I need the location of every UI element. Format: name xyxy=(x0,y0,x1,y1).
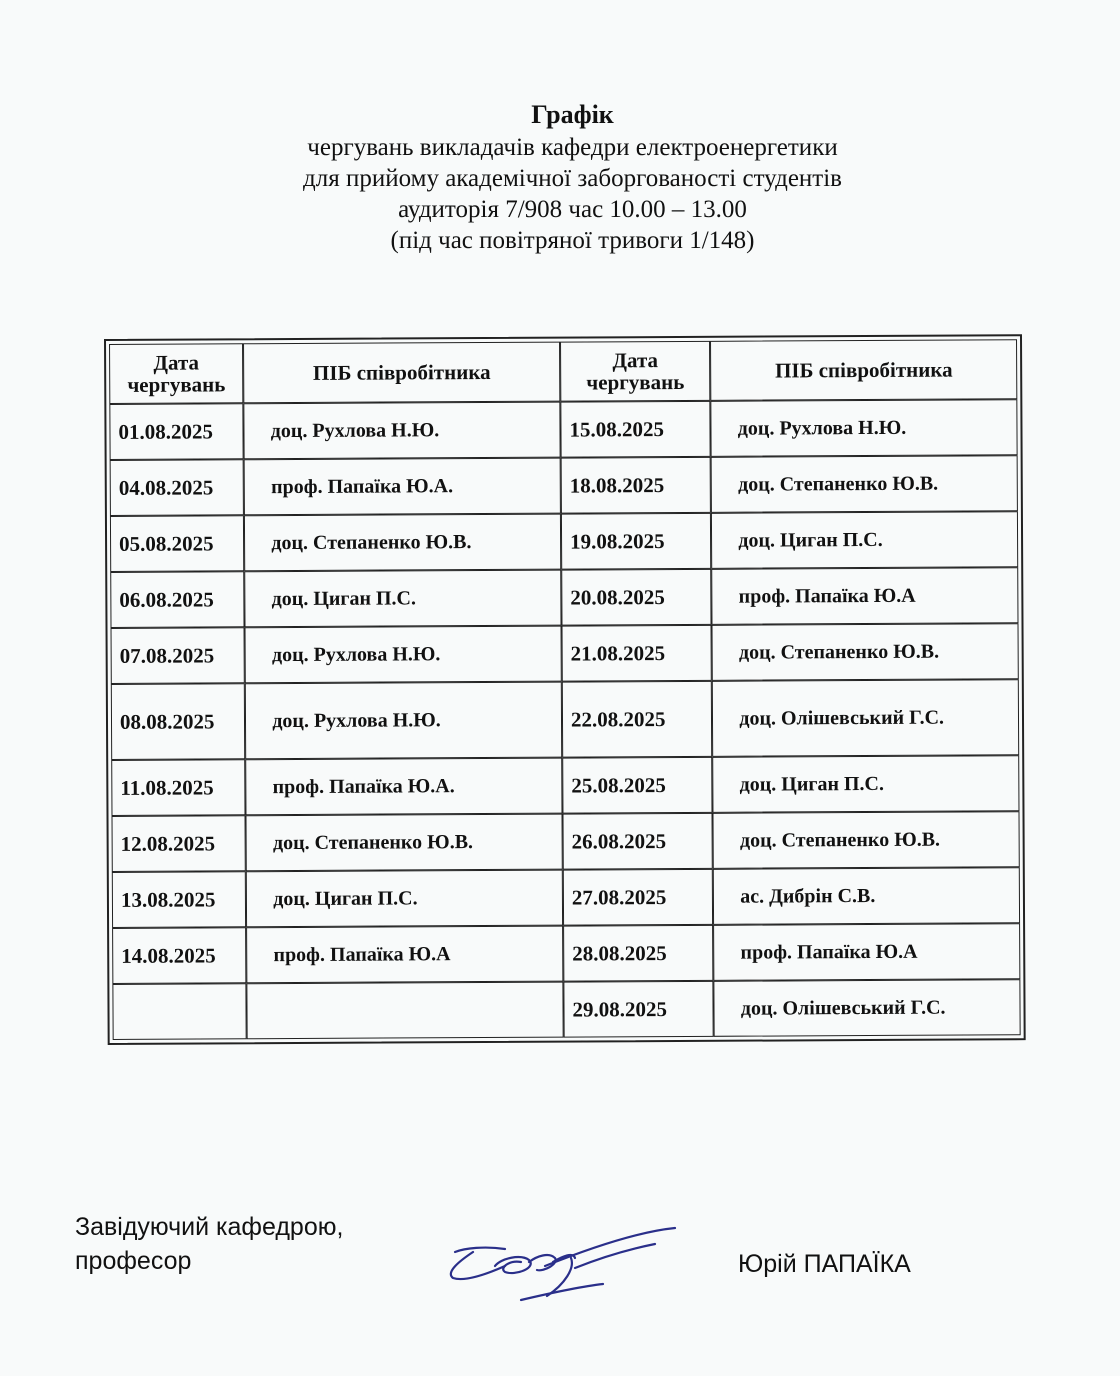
staff-name-cell: доц. Рухлова Н.Ю. xyxy=(244,402,561,460)
duty-date-cell: 18.08.2025 xyxy=(561,457,712,514)
duty-date-cell: 12.08.2025 xyxy=(111,815,246,872)
table-header-row xyxy=(109,339,1017,404)
staff-name-cell: ас. Дибрін С.В. xyxy=(713,867,1020,925)
duty-date-cell: 29.08.2025 xyxy=(563,981,714,1038)
table-row xyxy=(112,867,1020,928)
table-row xyxy=(110,511,1018,572)
staff-name-cell: доц. Циган П.С. xyxy=(244,570,561,628)
duty-date-cell: 25.08.2025 xyxy=(562,757,713,814)
staff-name-cell: доц. Циган П.С. xyxy=(711,511,1018,569)
staff-name-cell: доц. Степаненко Ю.В. xyxy=(244,514,561,572)
duty-date-cell: 22.08.2025 xyxy=(562,681,713,758)
signer-position-line: професор xyxy=(75,1247,192,1275)
staff-name-cell: проф. Папаїка Ю.А xyxy=(246,926,563,984)
staff-name-cell: доц. Рухлова Н.Ю. xyxy=(711,399,1018,457)
staff-name-cell: проф. Папаїка Ю.А. xyxy=(245,758,562,816)
duty-date-cell: 26.08.2025 xyxy=(562,813,713,870)
staff-name-cell: доц. Олішевський Г.С. xyxy=(714,979,1021,1037)
signer-position-line: Завідуючий кафедрою, xyxy=(75,1213,344,1241)
signer-name: Юрій ПАПАЇКА xyxy=(738,1250,911,1278)
duty-date-cell: 21.08.2025 xyxy=(561,625,712,682)
document-header xyxy=(0,98,1120,256)
duty-date-cell: 08.08.2025 xyxy=(111,683,246,760)
document-title: Графік xyxy=(531,100,614,129)
signer-position xyxy=(75,1210,343,1278)
table-row xyxy=(111,679,1019,760)
duty-date-cell: 07.08.2025 xyxy=(111,627,246,684)
staff-name-cell: доц. Степаненко Ю.В. xyxy=(713,811,1020,869)
duty-date-cell: 01.08.2025 xyxy=(109,403,244,460)
duty-date-cell: 13.08.2025 xyxy=(112,871,247,928)
column-header-name: ПІБ співробітника xyxy=(243,342,560,404)
column-header-name: ПІБ співробітника xyxy=(710,339,1017,401)
staff-name-cell: доц. Степаненко Ю.В. xyxy=(712,623,1019,681)
staff-name-cell: доц. Степаненко Ю.В. xyxy=(711,455,1018,513)
staff-name-cell: доц. Рухлова Н.Ю. xyxy=(245,626,562,684)
staff-name-cell xyxy=(247,982,564,1040)
duty-date-cell: 05.08.2025 xyxy=(110,515,245,572)
staff-name-cell: доц. Степаненко Ю.В. xyxy=(246,814,563,872)
staff-name-cell: доц. Циган П.С. xyxy=(246,870,563,928)
table-row xyxy=(112,923,1020,984)
schedule-table-container xyxy=(104,339,1028,1045)
staff-name-cell: проф. Папаїка Ю.А xyxy=(712,567,1019,625)
duty-date-cell: 04.08.2025 xyxy=(110,459,245,516)
column-header-date: Дата чергувань xyxy=(560,341,711,402)
staff-name-cell: проф. Папаїка Ю.А xyxy=(713,923,1020,981)
table-row xyxy=(111,811,1019,872)
subtitle-line: (під час повітряної тривоги 1/148) xyxy=(390,227,755,254)
duty-date-cell: 19.08.2025 xyxy=(561,513,712,570)
duty-date-cell: 27.08.2025 xyxy=(563,869,714,926)
staff-name-cell: доц. Олішевський Г.С. xyxy=(712,679,1019,757)
duty-date-cell: 06.08.2025 xyxy=(110,571,245,628)
schedule-table xyxy=(104,334,1026,1045)
staff-name-cell: проф. Папаїка Ю.А. xyxy=(244,458,561,516)
subtitle-line: чергувань викладачів кафедри електроенергетики xyxy=(307,134,838,161)
duty-date-cell: 15.08.2025 xyxy=(560,401,711,458)
table-row xyxy=(110,455,1018,516)
handwritten-signature xyxy=(425,1222,685,1312)
table-row xyxy=(110,567,1018,628)
staff-name-cell: доц. Циган П.С. xyxy=(712,755,1019,813)
duty-date-cell: 14.08.2025 xyxy=(112,927,247,984)
staff-name-cell: доц. Рухлова Н.Ю. xyxy=(245,682,562,760)
schedule-body xyxy=(109,399,1020,1040)
duty-date-cell: 11.08.2025 xyxy=(111,759,246,816)
table-row xyxy=(111,755,1019,816)
subtitle-line: аудиторія 7/908 час 10.00 – 13.00 xyxy=(398,196,747,223)
table-row xyxy=(111,623,1019,684)
table-row xyxy=(112,979,1020,1040)
column-header-date: Дата чергувань xyxy=(109,343,244,404)
duty-date-cell xyxy=(112,983,247,1040)
duty-date-cell: 28.08.2025 xyxy=(563,925,714,982)
table-row xyxy=(109,399,1017,460)
subtitle-line: для прийому академічної заборгованості студентів xyxy=(303,165,842,192)
duty-date-cell: 20.08.2025 xyxy=(561,569,712,626)
